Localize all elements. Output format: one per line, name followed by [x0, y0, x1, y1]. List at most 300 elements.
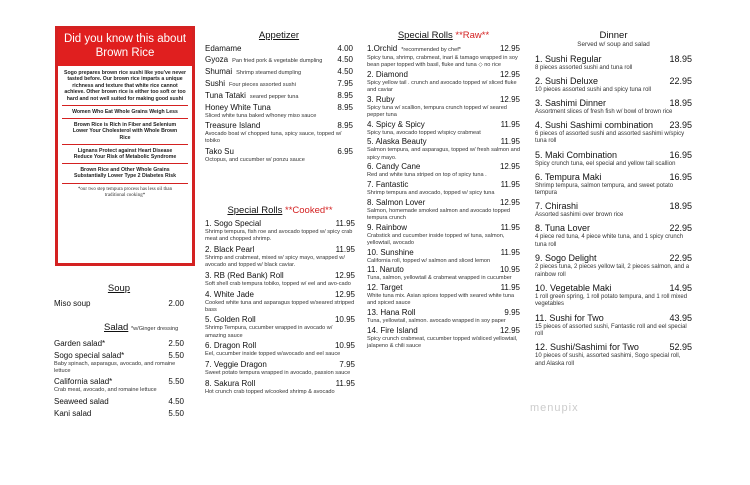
item-price: 4.50 [168, 396, 184, 406]
item-price: 11.95 [500, 119, 520, 129]
brown-rice-fact: Lignans Protect against Heart Disease Reduce Your Risk of Metabolic Syndrome [62, 144, 188, 163]
menu-item [535, 341, 692, 368]
item-price: 10.95 [499, 265, 520, 275]
item-desc: Soft shell crab tempura tobiko, topped w/ eel and avo-cado [205, 280, 351, 287]
menu-item [367, 137, 520, 161]
item-name-group [205, 44, 241, 54]
item-price: 4.50 [337, 67, 353, 76]
item-name: Tako Su [205, 146, 234, 156]
menu-item [535, 252, 692, 279]
menu-item-row [367, 70, 520, 80]
menu-item [367, 223, 520, 247]
item-name-group [535, 75, 598, 87]
item-price: 14.95 [669, 282, 692, 293]
item-inline-desc: Shrimp steamed dumpling [236, 70, 302, 76]
item-name: 6. Tempura Maki [535, 171, 602, 182]
item-price: 7.95 [339, 360, 355, 370]
item-name-group [367, 70, 408, 80]
item-name: 4. Spicy & Spicy [367, 119, 425, 129]
menu-item-row [367, 95, 520, 105]
item-price: 23.95 [669, 119, 692, 130]
item-name-group [367, 223, 407, 233]
menu-item [205, 360, 355, 377]
menu-item [367, 248, 520, 265]
menu-item [54, 299, 184, 309]
menu-item-row [54, 409, 184, 419]
item-desc: 2 pieces tuna, 2 pieces yellow tail, 2 pieces salmon, and a rainbow roll [535, 264, 690, 278]
item-name: 11. Naruto [367, 265, 404, 275]
item-name: Garden salad* [54, 339, 106, 348]
item-name-group [535, 200, 578, 212]
item-name-group [54, 409, 91, 419]
item-name-group [205, 55, 322, 66]
item-price: 5.50 [168, 408, 184, 418]
item-name-group [205, 290, 254, 300]
item-name-group [367, 265, 404, 275]
item-name-group [535, 97, 606, 109]
item-name: 11. Sushi for Two [535, 312, 604, 323]
brown-rice-title: Did you know this about Brown Rice [58, 29, 192, 66]
menu-item [367, 326, 520, 350]
menu-item-row [54, 351, 184, 361]
item-price: 10.95 [334, 341, 355, 351]
menu-item-row [205, 91, 353, 102]
menu-item-row [367, 223, 520, 233]
item-name-group [367, 162, 420, 172]
menu-item-row [205, 245, 355, 255]
menu-item-row [535, 149, 692, 161]
menu-item [367, 180, 520, 197]
salad-heading: Salad *w/Ginger dressing [104, 322, 179, 333]
item-price: 11.95 [500, 282, 520, 292]
watermark: menupix [530, 402, 579, 414]
menu-item-row [205, 147, 353, 157]
item-name-group [535, 252, 597, 264]
item-name: 13. Hana Roll [367, 307, 416, 317]
item-desc: 8 pieces assorted sushi and tuna roll [535, 64, 633, 71]
item-name-group [367, 326, 418, 336]
item-price: 12.95 [499, 69, 520, 79]
item-desc: Crab meat, avocado, and romaine lettuce [54, 387, 157, 394]
item-name-group [535, 341, 639, 353]
brown-rice-fact: Brown Rice is Rich in Fiber and Selenium Lower Your Cholesterol with Whole Brown Rice [62, 118, 188, 144]
menu-item-row [54, 377, 184, 387]
item-price: 5.50 [168, 377, 184, 387]
menu-item [367, 44, 520, 69]
item-name-group [54, 377, 112, 387]
item-name-group [535, 222, 590, 234]
item-name-group [367, 308, 415, 318]
special-raw-section [367, 30, 520, 350]
item-name: Edamame [205, 44, 242, 53]
item-name-group [205, 79, 296, 90]
menu-item [205, 79, 353, 90]
menu-item-row [535, 200, 692, 212]
item-price: 11.95 [500, 222, 520, 232]
item-name: Tuna Tataki [205, 91, 246, 100]
menu-item [367, 265, 520, 282]
item-name-group [54, 339, 105, 349]
menu-item-row [205, 271, 355, 281]
appetizer-list [205, 44, 353, 164]
item-desc: Octopus, and cucumber w/ ponzu sauce [205, 156, 305, 163]
item-name-group [535, 119, 653, 131]
item-price: 2.00 [168, 299, 184, 308]
item-price: 22.95 [669, 253, 692, 264]
item-name-group [54, 351, 124, 361]
menu-item [367, 120, 520, 137]
item-price: 22.95 [669, 75, 692, 86]
brown-rice-footnote: *our two step tempura process has less oil than traditional cooking* [62, 183, 188, 202]
menu-item-row [205, 315, 355, 325]
item-desc: Shrimp tempura, salmon tempura, and sweet potato tempura [535, 182, 674, 197]
item-name: California salad* [54, 377, 113, 387]
item-name: 8. Tuna Lover [535, 223, 591, 234]
menu-item-row [205, 67, 353, 78]
item-name-group [367, 283, 402, 293]
menu-item-row [367, 180, 520, 190]
item-name: 3. Ruby [367, 94, 395, 104]
item-name-group [367, 180, 408, 190]
menu-item [535, 75, 692, 95]
item-desc: Crabstick and cucumber inside topped w/ tuna, salmon, yellowtail, avocado [367, 232, 505, 246]
item-name: Sushi [205, 79, 226, 88]
item-name: 2. Sushi Deluxe [535, 75, 599, 86]
item-name: 14. Fire Island [367, 325, 418, 335]
menu-item-row [535, 75, 692, 87]
item-name: 8. Sakura Roll [205, 378, 256, 388]
menu-item-row [535, 171, 692, 183]
item-name: 12. Sushi/Sashimi for Two [535, 342, 639, 353]
item-name-group [54, 397, 109, 407]
item-name: 1.Orchid [367, 44, 398, 53]
item-desc: Assorted sashimi over brown rice [535, 212, 624, 219]
item-desc: Cooked white tuna and asparagus topped w/seared stripped bass [205, 299, 355, 313]
item-name-group [367, 120, 425, 130]
menu-item-row [205, 219, 355, 229]
item-price: 8.95 [337, 91, 353, 100]
item-name-group [205, 360, 267, 370]
item-name: 1. Sogo Special [205, 219, 262, 228]
dinner-note: Served w/ soup and salad [577, 41, 650, 48]
menu-item [535, 222, 692, 249]
item-name: 5. Golden Roll [205, 315, 256, 325]
item-name-group [367, 248, 414, 258]
menu-item [367, 283, 520, 307]
menu-item-row [205, 290, 355, 300]
item-desc: 4 piece red tuna, 4 piece white tuna, and 1 spicy crunch tuna roll [535, 234, 684, 249]
item-inline-desc: Four pieces assorted sushi [229, 82, 296, 88]
item-name-group [205, 67, 301, 78]
item-price: 18.95 [669, 201, 692, 212]
item-desc: Assortment slices of fresh fish w/ bowl of brown rice [535, 108, 673, 115]
item-price: 6.95 [337, 146, 353, 156]
item-name: Gyoza [205, 55, 229, 64]
item-name: Miso soup [54, 299, 91, 308]
menu-item [205, 315, 355, 339]
item-name: Shumai [205, 67, 233, 76]
item-desc: Sliced white tuna baked w/honey miso sauce [205, 113, 317, 119]
menu-item [535, 171, 692, 198]
menu-item-row [205, 360, 355, 370]
menu-item [205, 290, 355, 314]
menu-item [367, 308, 520, 325]
item-desc: 1 roll green spring, 1 roll potato tempura, and 1 roll mixed vegetables [535, 293, 688, 308]
item-name-group [535, 171, 601, 183]
dinner-heading: Dinner [599, 30, 628, 41]
salad-section [54, 322, 184, 421]
menu-item [54, 409, 184, 419]
item-name: 2. Black Pearl [205, 244, 255, 254]
item-name: 9. Sogo Delight [535, 253, 597, 264]
item-name-group [367, 198, 425, 208]
menu-item-row [367, 265, 520, 275]
special-raw-heading: Special Rolls **Raw** [397, 30, 490, 41]
item-name: 7. Chirashi [535, 201, 579, 212]
item-name-group [205, 147, 234, 157]
item-price: 9.95 [504, 307, 520, 317]
item-inline-desc: seared pepper tuna [249, 94, 299, 100]
menu-item-row [367, 198, 520, 208]
item-price: 11.95 [500, 137, 520, 147]
menu-item-row [205, 79, 353, 90]
item-price: 22.95 [669, 223, 692, 234]
menu-item [54, 339, 184, 349]
menu-item-row [205, 103, 353, 113]
item-desc: California roll, topped w/ salmon and sliced lemon [367, 257, 491, 264]
menu-item-row [205, 379, 355, 389]
special-cooked-list [205, 219, 355, 396]
item-price: 11.95 [335, 244, 355, 254]
item-desc: Spicy crunch crabmeat, cucumber topped w/sliced yellowtail, jalapeno & chili sauce [367, 335, 518, 349]
menu-item-row [205, 55, 353, 66]
menu-item [205, 271, 355, 288]
item-name: 10. Vegetable Maki [535, 282, 612, 293]
appetizer-heading: Appetizer [258, 30, 300, 41]
menu-item [205, 67, 353, 78]
item-name-group [535, 149, 617, 161]
item-name: 6. Dragon Roll [205, 341, 257, 351]
special-cooked-heading: Special Rolls **Cooked** [227, 205, 333, 216]
menu-item [205, 219, 355, 243]
item-desc: 15 pieces of assorted sushi, Fantastic roll and eel special roll [535, 323, 687, 338]
item-name-group [205, 91, 298, 102]
item-price: 12.95 [499, 162, 520, 172]
menu-item [205, 379, 355, 396]
menu-item [367, 70, 520, 94]
menu-item [535, 53, 692, 73]
dinner-section [535, 30, 692, 371]
salad-note: *w/Ginger dressing [130, 326, 179, 332]
item-name-group [205, 271, 284, 281]
menu-item-row [367, 283, 520, 293]
item-name: 5. Alaska Beauty [367, 137, 427, 147]
item-name-group [205, 315, 256, 325]
menu-item [205, 341, 355, 358]
item-desc: Salmon tempura, and asparagus, topped w/ fresh salmon and spicy mayo. [367, 147, 520, 161]
item-price: 12.95 [334, 270, 355, 280]
item-name: 3. Sashimi Dinner [535, 97, 607, 108]
item-price: 12.95 [499, 94, 520, 104]
item-price: 10.95 [334, 315, 355, 325]
menu-item-row [205, 341, 355, 351]
item-desc: Shrimp tempura and avocado, topped w/ spicy tuna [367, 190, 495, 197]
item-name-group [205, 245, 254, 255]
item-price: 12.95 [499, 44, 520, 53]
item-price: 8.95 [337, 103, 353, 112]
item-name: 8. Salmon Lover [367, 197, 426, 207]
menu-item [367, 198, 520, 222]
menu-item-row [535, 282, 692, 294]
item-name: 1. Sushi Regular [535, 53, 602, 64]
menu-item-row [535, 341, 692, 353]
menu-item-row [367, 326, 520, 336]
menu-item [205, 103, 353, 120]
item-price: 16.95 [669, 171, 692, 182]
item-price: 18.95 [669, 53, 692, 64]
item-name-group [367, 137, 427, 147]
salad-list [54, 339, 184, 419]
menu-item-row [367, 137, 520, 147]
menu-item [367, 95, 520, 119]
menu-item-row [54, 397, 184, 407]
menu-item-row [54, 339, 184, 349]
item-name: Treasure Island [205, 121, 261, 131]
item-name: Kani salad [54, 408, 92, 418]
item-inline-desc: Pan fried pork & vegetable dumpling [232, 58, 323, 64]
item-price: 8.95 [337, 121, 353, 131]
menu-item-row [367, 248, 520, 258]
menu-item [535, 149, 692, 169]
item-name: 12. Target [367, 282, 403, 292]
item-price: 11.95 [500, 180, 520, 190]
item-price: 11.95 [335, 219, 355, 228]
item-desc: Red and white tuna striped on top of spicy tuna . [367, 172, 487, 179]
item-desc: Sweet potato tempura wrapped in avocado, passion sauce [205, 370, 351, 377]
menu-item [535, 282, 692, 309]
item-price: 18.95 [669, 97, 692, 108]
soup-section [54, 283, 184, 309]
menu-item [205, 55, 353, 66]
item-desc: Shrimp and crabmeat, mixed w/ spicy mayo, wrapped w/ avocado and topped w/ black caviar. [205, 254, 345, 269]
item-desc: Spicy yellow tail . crunch and avocado topped w/ sliced fluke and caviar [367, 79, 517, 94]
brown-rice-fact: Women Who Eat Whole Grains Weigh Less [62, 105, 188, 118]
item-desc: White tuna mix. Asian spices topped with seared white tuna and spiced sauce [367, 292, 515, 307]
dinner-list [535, 53, 692, 369]
menu-item [205, 245, 355, 269]
item-name: 10. Sunshine [367, 247, 414, 257]
menu-item [205, 121, 353, 145]
item-desc: Baby spinach, asparagus, avocado, and romaine lettuce [54, 361, 176, 375]
item-name: Seaweed salad [54, 396, 109, 406]
item-name-group [205, 121, 260, 131]
brown-rice-info-box [55, 26, 195, 266]
item-desc: Spicy crunch tuna, eel special and yellow tail scallion [535, 160, 676, 167]
item-price: 12.95 [499, 325, 520, 335]
item-desc: Spicy tuna, avocado topped w/spicy crabmeat [367, 129, 481, 136]
item-name: Sogo special salad* [54, 351, 125, 360]
menu-item-row [535, 252, 692, 264]
item-price: 52.95 [669, 342, 692, 353]
item-price: 16.95 [669, 149, 692, 160]
item-name-group [535, 312, 604, 324]
item-name: 7. Veggie Dragon [205, 360, 267, 370]
item-name-group [205, 103, 271, 113]
item-desc: Eel, cucumber inside topped w/avocado and eel sauce [205, 351, 341, 358]
item-price: 4.50 [337, 55, 353, 64]
item-desc: Shrimp tempura, fish roe and avocado topped w/ spicy crab meat and chopped shrimp. [205, 229, 353, 243]
item-price: 5.50 [168, 351, 184, 360]
item-desc: Spicy tuna, shrimp, crabmeat, inari & tamago wrapped in soy bean paper topped with basil, fluke and tuna ◇ no rice [367, 55, 518, 69]
item-name-group [205, 219, 261, 229]
item-price: 11.95 [500, 247, 520, 257]
menu-item-row [367, 162, 520, 172]
item-name-group [205, 341, 256, 351]
item-name: 4. White Jade [205, 289, 254, 299]
menu-item-row [205, 121, 353, 131]
item-price: 43.95 [669, 312, 692, 323]
item-desc: Tuna, salmon, yellowtail & crabmeat wrapped in cucumber [367, 275, 512, 282]
menu-item-row [367, 308, 520, 318]
item-desc: Avocado boat w/ chopped tuna, spicy sauce, topped w/ tobiko [205, 131, 342, 145]
menu-item-row [367, 120, 520, 130]
menu-item [54, 377, 184, 394]
item-name-group [367, 44, 461, 55]
item-price: 2.50 [168, 339, 184, 348]
item-name: 4. Sushi Sashimi combination [535, 119, 654, 130]
item-name: 9. Rainbow [367, 222, 408, 232]
menu-item-row [205, 44, 353, 54]
item-price: 12.95 [334, 289, 355, 299]
menu-item-row [535, 312, 692, 324]
brown-rice-fact: Brown Rice and Other Whole Grains Substantially Lower Type 2 Diabetes Risk [62, 163, 188, 182]
menu-item-row [535, 222, 692, 234]
menu-item [54, 397, 184, 407]
menu-item [367, 162, 520, 179]
menu-item [205, 147, 353, 164]
item-name: Honey White Tuna [205, 103, 271, 112]
item-price: 12.95 [499, 197, 520, 207]
menu-item [535, 312, 692, 339]
menu-item-row [535, 97, 692, 109]
item-desc: Hot crunch crab topped w/cooked shrimp & avocado [205, 388, 335, 395]
item-desc: Tuna, yellowtail, salmon. avocado wrapped in soy paper [367, 317, 506, 324]
appetizer-section [205, 30, 353, 165]
item-name: 2. Diamond [367, 69, 408, 79]
item-name-group [367, 95, 395, 105]
special-raw-list [367, 44, 520, 350]
menu-item [54, 351, 184, 375]
item-desc: Salmon, homemade smoked salmon and avocado topped tempura crunch [367, 207, 511, 221]
menu-item [535, 97, 692, 117]
item-desc: 10 pieces of sushi, assorted sashimi, Sogo special roll, and Alaska roll [535, 353, 681, 367]
item-price: 4.00 [337, 44, 353, 53]
item-desc: 10 pieces assorted sushi and spicy tuna roll [535, 86, 652, 93]
soup-heading: Soup [107, 283, 131, 294]
item-name-group [535, 282, 612, 294]
item-desc: Spicy tuna w/ scallion, tempura crunch topped w/ seared pepper tuna [367, 104, 507, 119]
brown-rice-intro: Sogo prepares brown rice sushi like you've never tasted before. Our brown rice imparts a unique richness and texture that white rice cannot achieve. Other brown rice is either too soft or too hard and not well suited for making good sushi [63, 70, 187, 102]
item-desc: 6 pieces of assorted sushi and assorted sashimi w/spicy tuna roll [535, 130, 685, 145]
item-desc: Shrimp Tempura, cucumber wrapped in avocado w/ amazing sauce [205, 325, 333, 339]
menu-item [205, 91, 353, 102]
menu-item [535, 119, 692, 146]
item-name-group [205, 379, 255, 389]
item-name-group [535, 53, 602, 65]
item-name: 3. RB (Red Bank) Roll [205, 270, 284, 280]
menu-item [535, 200, 692, 220]
menu-item-row [535, 119, 692, 131]
